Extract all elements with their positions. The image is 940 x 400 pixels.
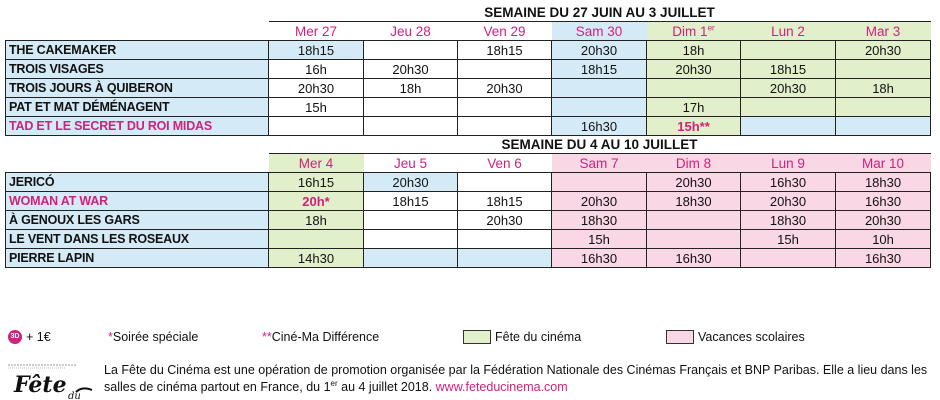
showtime-cell: 18h [647,41,741,60]
day-header [364,22,458,41]
showtime-cell [458,230,552,249]
showtime-cell: 16h [269,60,364,79]
legend-fete-label: Fête du cinéma [495,330,582,344]
showtime-cell: 15h [741,230,836,249]
showtime-cell: 18h15 [458,41,552,60]
day-header [836,22,931,41]
showtime-cell: 20h30 [269,79,364,98]
day-header [836,154,931,173]
day-header [647,154,741,173]
showtime-cell: 20h30 [741,79,836,98]
showtime-cell: 20h30 [458,79,552,98]
special-star-mark: * [108,330,113,344]
showtime-cell [364,230,458,249]
showtime-cell [741,98,836,117]
legend [8,330,933,350]
film-row [6,192,931,211]
showtime-cell [647,79,741,98]
showtime-cell [364,41,458,60]
showtime-cell [364,249,458,268]
showtime-cell: 10h [836,230,931,249]
showtime-cell [364,211,458,230]
footer-text-dates: au 4 juillet 2018. [337,380,436,394]
feteducinema-link[interactable]: www.feteducinema.com [435,380,568,394]
cinema-star-mark: ** [262,330,272,344]
showtime-cell: 16h30 [836,249,931,268]
footer-text [104,362,934,396]
showtime-cell [647,230,741,249]
showtime-cell: 15h [269,98,364,117]
day-label: Mer 4 [298,155,334,171]
schedule-table [5,4,931,268]
showtime-cell: 20h30 [647,173,741,192]
film-title: JERICÓ [6,173,269,192]
showtime-cell: 18h15 [269,41,364,60]
showtime-cell [269,230,364,249]
week-header-spacer [6,4,269,22]
legend-cinema [262,330,379,344]
showtime-cell [552,173,647,192]
day-header [458,154,552,173]
showtime-cell: 16h30 [552,249,647,268]
week-header-row [6,4,931,22]
week-header-spacer [6,136,269,154]
showtime-cell [552,98,647,117]
footer-text-sup: er [330,378,338,388]
showtime-cell [458,173,552,192]
showtime-cell: 18h [836,79,931,98]
film-title: THE CAKEMAKER [6,41,269,60]
showtime-cell: 20h30 [647,60,741,79]
day-label: Sam 7 [579,155,619,171]
day-header [458,22,552,41]
showtime-cell: 16h30 [741,173,836,192]
film-title: LE VENT DANS LES ROSEAUX [6,230,269,249]
showtime-cell: 15h** [647,117,741,136]
day-label: Dim 8 [675,155,712,171]
day-label: Dim 1 [672,23,708,39]
day-header [269,22,364,41]
showtime-cell: 20h30 [458,211,552,230]
showtime-cell: 18h [269,211,364,230]
showtime-cell [458,249,552,268]
showtime-cell: 15h [552,230,647,249]
showtime-cell [741,41,836,60]
week-title: SEMAINE DU 4 AU 10 JUILLET [269,136,931,154]
logo-du-text: du [68,391,81,400]
day-header-row [6,22,931,41]
week-header-row [6,136,931,154]
showtime-cell [458,98,552,117]
vacances-swatch [666,330,694,344]
showtime-cell: 18h30 [552,211,647,230]
legend-vacances [666,330,805,344]
legend-3d-price: + 1€ [26,330,51,344]
day-label: Lun 2 [771,23,805,39]
legend-vacances-label: Vacances scolaires [698,330,805,344]
showtime-cell: 18h30 [741,211,836,230]
showtime-cell: 16h30 [647,249,741,268]
legend-fete [463,330,581,344]
legend-special [108,330,198,344]
film-title: WOMAN AT WAR [6,192,269,211]
film-title: À GENOUX LES GARS [6,211,269,230]
3d-badge-icon: 3D [8,330,22,344]
film-row [6,117,931,136]
day-label: Mer 27 [294,23,338,39]
showtime-cell: 16h30 [552,117,647,136]
showtime-cell [647,211,741,230]
showtime-cell: 18h15 [741,60,836,79]
film-title: TAD ET LE SECRET DU ROI MIDAS [6,117,269,136]
fete-swatch [463,330,491,344]
film-row [6,79,931,98]
showtime-cell: 20h30 [364,60,458,79]
day-header [647,22,741,41]
showtime-cell [364,117,458,136]
film-title: PIERRE LAPIN [6,249,269,268]
film-row [6,41,931,60]
showtime-cell: 20h* [269,192,364,211]
showtime-cell [741,249,836,268]
showtime-cell [269,117,364,136]
showtime-cell: 20h30 [364,173,458,192]
showtime-cell [836,98,931,117]
legend-special-label: Soirée spéciale [112,330,199,344]
day-header-spacer [6,154,269,173]
film-row [6,98,931,117]
film-row [6,211,931,230]
showtime-cell [836,117,931,136]
showtime-cell: 18h15 [364,192,458,211]
day-label: Jeu 5 [393,155,428,171]
day-header [741,22,836,41]
day-header-spacer [6,22,269,41]
showtime-cell: 20h30 [836,41,931,60]
day-header [364,154,458,173]
film-row [6,230,931,249]
showtime-cell [364,98,458,117]
day-header [741,154,836,173]
showtime-cell [836,60,931,79]
day-label: Mar 3 [865,23,901,39]
showtime-cell: 17h [647,98,741,117]
film-title: TROIS JOURS À QUIBERON [6,79,269,98]
film-row [6,173,931,192]
day-header [269,154,364,173]
showtime-cell: 18h [364,79,458,98]
showtime-cell [458,117,552,136]
legend-3d [8,330,51,344]
fete-du-cinema-logo-icon [6,362,96,400]
day-label: Ven 29 [483,23,526,39]
logo-fete-text: Fête [14,372,67,398]
film-row [6,60,931,79]
day-sup: er [707,23,715,32]
day-label: Lun 9 [771,155,805,171]
film-title: TROIS VISAGES [6,60,269,79]
showtime-cell: 20h30 [741,192,836,211]
day-header-row [6,154,931,173]
showtime-cell: 14h30 [269,249,364,268]
film-row [6,249,931,268]
showtime-cell: 16h15 [269,173,364,192]
showtime-cell: 18h15 [458,192,552,211]
showtime-cell: 18h15 [552,60,647,79]
day-label: Mar 10 [862,155,905,171]
showtime-cell [552,79,647,98]
showtime-cell: 18h30 [836,173,931,192]
showtime-cell: 20h30 [836,211,931,230]
showtime-cell: 18h30 [647,192,741,211]
day-label: Ven 6 [487,155,522,171]
showtime-cell [741,117,836,136]
showtime-cell: 16h30 [836,192,931,211]
legend-cinema-label: Ciné-Ma Différence [271,330,380,344]
day-header [552,154,647,173]
day-label: Sam 30 [575,23,623,39]
footer-text-main: La Fête du Cinéma est une opération de promotion organisée par la Fédération Nationale des Cinémas Français et BNP Paribas. Elle a lieu dans les salles de cinéma partout en France, du 1 [104,363,928,394]
week-title: SEMAINE DU 27 JUIN AU 3 JUILLET [269,4,931,22]
footer [0,362,940,400]
showtime-cell: 20h30 [552,41,647,60]
film-title: PAT ET MAT DÉMÉNAGENT [6,98,269,117]
showtime-cell [458,60,552,79]
showtime-cell: 20h30 [552,192,647,211]
day-header [552,22,647,41]
day-label: Jeu 28 [390,23,431,39]
